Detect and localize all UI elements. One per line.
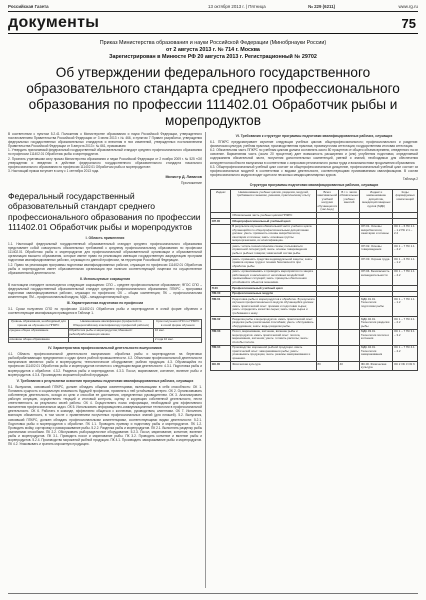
bottom-rule <box>8 593 418 594</box>
table-2-cell: ОК 1 – 6 ПК 1.1 – 1.2 ПК 2.1 – 2.2 <box>393 224 418 244</box>
issue-date: 13 октября 2013 г. | Пятница <box>208 4 266 9</box>
table-2-cell <box>316 244 338 257</box>
table-2-cell: ОК 1 – 7 ПК 2.1 – 2.2 <box>393 317 418 330</box>
issue-number: № 229 (6211) <box>308 4 336 9</box>
table-2-cell: Производство мороженой рыбной продукции. иметь практический опыт: замораживания рыбы; уметь: упаковывать продукцию; знать: режимы замораживания и хранения. <box>231 345 316 361</box>
column-divider <box>205 132 206 588</box>
table-1-header <box>9 319 202 328</box>
table-2-cell: ПМ.04 <box>211 345 231 361</box>
table-2-cell: ОП.03. Охрана труда <box>360 257 393 270</box>
intro-paragraph: В соответствии с пунктом 5.2.41 Положения о Министерстве образования и науки Российской Федерации, утвержденного постановлением Правительства Российской Федерации от 3 июня 2013 г. № 466, и пунктом 7 Правил разработки, утверждения федеральных государственных образовательных стандартов и внесения в них изменений, утвержденных постановлением Правительства Российской Федерации от 5 августа 2013 г. № 661, приказываю: <box>8 132 202 149</box>
table-2-cell <box>316 269 338 285</box>
section-6-text-1: 6.1. ППКРС предусматривает изучение следующих учебных циклов: общепрофессионального; профессионального и разделов: физическая культура; учебная практика; производственная практика; промежуточная аттестация; государственная итоговая аттестация. <box>210 140 418 149</box>
table-2-cell: 80 <box>316 362 338 371</box>
table-2-cell <box>338 297 359 317</box>
section-title: документы <box>8 14 100 31</box>
order-issuer: Приказ Министерства образования и науки Российской Федерации (Минобрнауки России) <box>99 40 327 46</box>
table-2-cell: В результате изучения обязательной части учебного цикла обучающийся по общепрофессиональным дисциплинам должен: уметь: применять основы микробиологии, санитарии и гигиены; знать: основные группы микроорганизмов, их классификацию. <box>231 224 316 244</box>
table-1-header-cell: Уровень образования, необходимый для приема на обучение по ППКРС <box>9 319 69 328</box>
table-2-cell: Подготовка рыбы и морепродуктов к обработке. В результате изучения профессионального модуля обучающийся должен: иметь практический опыт: приемки и подготовки сырья; уметь: определять качество сырья; знать: виды сырья и требования к нему. <box>232 296 315 315</box>
right-column <box>210 132 418 588</box>
table-2-header-cell: Индекс и наименование дисциплин, междисциплинарных курсов (МДК) <box>360 190 393 213</box>
table-2-cell: ПМ.02 <box>211 317 231 330</box>
table-2-header-cell: Коды формируемых компетенций <box>393 190 418 213</box>
table-2-cell: уметь: читать технологические схемы; пользоваться справочной литературой; знать: основы товароведения рыбы и рыбных товаров; химический состав рыбы. <box>231 244 316 257</box>
section-5-heading: V. Требования к результатам освоения программы подготовки квалифицированных рабочих, служащих <box>16 378 194 383</box>
table-2-cell: Посол, маринование, копчение, вяление рыбы и морепродуктов. иметь практический опыт: посола, маринования, копчения; уметь: готовить рассолы; знать: способы посола. <box>231 329 316 345</box>
table-1-row <box>9 337 202 343</box>
table-2-cell <box>211 269 231 285</box>
table-2-cell: Физическая культура <box>231 362 316 371</box>
table-2-row <box>211 244 418 257</box>
table-2-cell <box>338 317 359 330</box>
order-item-1: 1. Утвердить прилагаемый федеральный государственный образовательный стандарт среднего профессионального образования по профессии 111402.01 Обработчик рыбы и морепродуктов. <box>8 148 202 157</box>
table-2-cell: Разделка рыбы и морепродуктов. иметь практический опыт: разделки рыбы различными способами; уметь: обслуживать оборудование; знать: виды разделки рыбы. <box>231 317 316 330</box>
section-3-text: 3.1. Сроки получения СПО по профессии 111402.01 Обработчик рыбы и морепродуктов в очной форме обучения и соответствующие квалификации приводятся в Таблице 1. <box>8 307 202 316</box>
table-2-row <box>211 317 418 330</box>
order-header <box>40 40 386 61</box>
table-2-cell: Обязательная часть учебных циклов ППКРС <box>231 213 316 219</box>
table-2-cell: МДК.01.01. Технология подготовки рыбы <box>360 297 393 317</box>
table-2-cell <box>211 244 231 257</box>
table-2-cell: ОК 1 – 7 ПК 1.1 – 4.2 <box>393 244 418 257</box>
section-rule <box>8 33 418 34</box>
section-2-heading: II. Используемые сокращения <box>79 276 131 281</box>
table-2-row <box>211 297 418 317</box>
section-5-text: 5.1. Выпускник, освоивший ППКРС, должен обладать общими компетенциями, включающими в себя способность: ОК 1. Понимать сущность и социальную значимость будущей профессии, проявлять к ней устойчивый интерес. ОК 2. Организовывать собственную деятельность, исходя из цели и способов ее достижения, определенных руководителем. ОК 3. Анализировать рабочую ситуацию, осуществлять текущий и итоговый контроль, оценку и коррекцию собственной деятельности, нести ответственность за результаты своей работы. ОК 4. Осуществлять поиск информации, необходимой для эффективного выполнения профессиональных задач. ОК 5. Использовать информационно-коммуникационные технологии в профессиональной деятельности. ОК 6. Работать в команде, эффективно общаться с коллегами, руководством, клиентами. ОК 7. Исполнять воинскую обязанность, в том числе с применением полученных профессиональных знаний (для юношей). 5.2. Выпускник, освоивший ППКРС, должен обладать профессиональными компетенциями, соответствующими видам деятельности: 5.2.1. Подготовка рыбы и морепродуктов к обработке. ПК 1.1. Проводить приемку и подготовку рыбы и морепродуктов. ПК 1.2. Проводить мойку, сортировку и размораживание рыбы. 5.2.2. Разделка рыбы и морепродуктов. ПК 2.1. Выполнять разделку рыбы различными способами. ПК 2.2. Обслуживать рыборазделочное оборудование. 5.2.3. Посол, маринование, копчение, вяление рыбы и морепродуктов. ПК 3.1. Проводить посол и маринование рыбы. ПК 3.2. Проводить копчение и вяление рыбы и морепродуктов. 5.2.4. Производство мороженой рыбной продукции. ПК 4.1. Производить замораживание рыбы и морепродуктов. ПК 4.2. Упаковывать и хранить мороженую продукцию. <box>8 384 202 447</box>
table-1-cell: 2 года 10 мес. <box>154 337 202 343</box>
table-2-row <box>211 329 418 345</box>
section-3-heading: III. Характеристика подготовки по профессии <box>66 301 144 306</box>
table-2-header-cell: В т.ч. часов обязательных учебных занятий <box>338 190 359 213</box>
table-2-cell: ПМ.01 <box>211 297 231 317</box>
table-2-header-cell: Индекс <box>211 190 231 213</box>
table-1-cell: среднее общее образование <box>9 328 69 337</box>
table-2-cell <box>338 257 359 270</box>
table-1-cell <box>68 337 154 343</box>
table-2-cell: ФК.00 <box>211 362 231 371</box>
table-2-header-cell: Всего максимальной учебной нагрузки обучающегося (час./нед.) <box>317 189 338 212</box>
table-2-cell: ОК 2 ОК 3 ОК 6 <box>393 362 418 371</box>
table-2-cell <box>316 297 338 317</box>
table-2-cell <box>211 257 231 270</box>
appendix-label: Приложение <box>180 181 202 186</box>
table-2-cell: ОК 1 – 7 ПК 1.1 – 1.2 <box>393 297 418 317</box>
table-1-header-cell: Срок получения СПО по ППКРС в очной форме обучения <box>154 319 202 328</box>
headline: Об утверждении федерального государственного образовательного стандарта среднего профессионального образования по профессии 111402.01 Обработчик рыбы и морепродуктов <box>26 65 400 128</box>
left-column <box>8 132 202 588</box>
table-2-cell <box>338 224 359 244</box>
order-item-3: 3. Настоящий приказ вступает в силу с 1 сентября 2013 года. <box>8 168 100 173</box>
table-1-row <box>9 328 202 337</box>
section-1-heading: I. Область применения <box>85 235 125 240</box>
table-2-cell: ОК 1 – 7 ПК 3.1 – 3.2 <box>393 329 418 345</box>
table-2-header-cell: Наименование учебных циклов, разделов, модулей, требования к знаниям, умениям, практическому опыту <box>231 190 316 213</box>
table-2-cell: ОК 1 – 7 ПК 4.1 – 4.2 <box>393 345 418 361</box>
table-1-cell: основное общее образование <box>9 337 69 343</box>
section-4-text: 4.1. Область профессиональной деятельности выпускников: обработка рыбы и морепродуктов на береговых рыбообрабатывающих предприятиях и судах флота рыбной промышленности. 4.2. Объектами профессиональной деятельности выпускников являются: рыба и морепродукты; технологическое оборудование; рыбная продукция. 4.3. Обучающийся по профессии 111402.01 Обработчик рыбы и морепродуктов готовится к следующим видам деятельности: 4.3.1. Подготовка рыбы и морепродуктов к обработке. 4.3.2. Разделка рыбы и морепродуктов. 4.3.3. Посол, маринование, копчение, вяление рыбы и морепродуктов. 4.3.4. Производство мороженой рыбной продукции. <box>8 352 202 377</box>
order-date: от 2 августа 2013 г. № 714 г. Москва <box>166 47 260 53</box>
table-2 <box>210 189 418 371</box>
table-2-cell: ОП.02. Основы товароведения <box>360 244 393 257</box>
table-2-cell: ПМ.03 <box>211 329 231 345</box>
newspaper-name: Российская Газета <box>8 4 49 9</box>
table-2-cell: МДК.03.01. Технология посола и копчения <box>360 329 393 345</box>
table-2-cell <box>338 269 359 285</box>
table-2-cell: ФК.00. Физическая культура <box>360 362 393 371</box>
standard-title: Федеральный государственный образовательный стандарт среднего профессионального образования по профессии 111402.01 Обработчик рыбы и морепродуктов <box>8 191 201 232</box>
top-rule <box>8 11 418 12</box>
section-1-text-2: 1.2. Право на реализацию программы подготовки квалифицированных рабочих, служащих по профессии 111402.01 Обработчик рыбы и морепродуктов имеет образовательная организация при наличии соответствующей лицензии на осуществление образовательной деятельности. <box>8 262 202 275</box>
table-2-cell <box>338 244 359 257</box>
table-2-cell: П.00 <box>211 285 231 291</box>
table-2-cell: 40 <box>338 362 359 371</box>
table-2-body <box>211 213 418 371</box>
table-2-cell: ОП.01. Основы микробиологии, санитарии и гигиены <box>360 224 393 244</box>
table-2-cell: МДК.04.01. Технология замораживания <box>360 345 393 361</box>
section-6-heading: VI. Требования к структуре программы подготовки квалифицированных рабочих, служащих <box>235 134 393 138</box>
table-2-cell: уметь: применять средства индивидуальной защиты; знать: правила охраны труда и техники безопасности при обработке рыбы. <box>231 257 316 270</box>
table-2-cell: уметь: организовывать и проводить мероприятия по защите работающих и населения от негативных воздействий чрезвычайных ситуаций; знать: принципы обеспечения устойчивости объектов экономики. <box>231 269 316 285</box>
table-2-cell: Профессиональный учебный цикл <box>231 285 316 291</box>
table-2-cell <box>338 329 359 345</box>
table-2-row <box>211 345 418 361</box>
table-2-cell: ПМ.00 <box>211 291 231 297</box>
table-2-cell <box>211 224 231 244</box>
table-2-cell: ОК 1 – 6 ПК 1.1 – 1.2 <box>393 257 418 270</box>
table-2-cell: Общепрофессиональный учебный цикл <box>231 219 316 225</box>
table-2-cell: ОП.00 <box>211 219 231 225</box>
table-2-row <box>211 269 418 285</box>
page-number: 75 <box>401 16 416 31</box>
table-2-cell <box>316 257 338 270</box>
section-2-text: В настоящем стандарте используются следующие сокращения: СПО – среднее профессиональное образование; ФГОС СПО – федеральный государственный образовательный стандарт среднего профессионального образования; ППКРС – программа подготовки квалифицированных рабочих, служащих по профессии; ОК – общая компетенция; ПК – профессиональная компетенция; ПМ – профессиональный модуль; МДК – междисциплинарный курс. <box>8 282 202 300</box>
table-1-cell: Обработчик рыбы и морепродуктов; Машинист рыбообрабатывающих машин <box>68 328 154 337</box>
table-1-cell: 10 мес. <box>154 328 202 337</box>
table-2-cell <box>316 345 338 361</box>
website: www.rg.ru <box>398 4 418 9</box>
table-2-cell: ОК 1 – 7 ПК 1.1 – 4.2 <box>393 269 418 285</box>
table-2-label: Таблица 2 <box>402 176 418 181</box>
section-4-heading: IV. Характеристика профессиональной деятельности выпускников <box>48 346 162 351</box>
section-6-text-2: 6.2. Обязательная часть ППКРС по учебным циклам должна составлять около 80 процентов от общего объема времени, отведенного на их освоение. Вариативная часть (около 20 процентов) дает возможность расширения и (или) углубления подготовки, определяемой содержанием обязательной части, получения дополнительных компетенций, умений и знаний, необходимых для обеспечения конкурентоспособности выпускника в соответствии с запросами регионального рынка труда и возможностями продолжения образования. <box>210 148 418 165</box>
section-1-text: 1.1. Настоящий федеральный государственный образовательный стандарт среднего профессионального образования представляет собой совокупность обязательных требований к среднему профессиональному образованию по профессии 111402.01 Обработчик рыбы и морепродуктов для профессиональной образовательной организации и образовательной организации высшего образования, которые имеют право на реализацию имеющих государственную аккредитацию программ подготовки квалифицированных рабочих, служащих по данной профессии, на территории Российской Федерации. <box>8 242 202 263</box>
order-item-2: 2. Признать утратившим силу приказ Министерства образования и науки Российской Федерации от 2 ноября 2009 г. № 525 «Об утверждении и введении в действие федерального государственного образовательного стандарта начального профессионального образования по профессии 111402.01 Обработчик рыбы и морепродуктов». <box>8 156 202 169</box>
section-6-text-3: 6.3. Общепрофессиональный учебный цикл состоит из общепрофессиональных дисциплин, профессиональный учебный цикл состоит из профессиональных модулей в соответствии с видами деятельности, соответствующими присваиваемым квалификациям. В состав профессионального модуля входит один или несколько междисциплинарных курсов. <box>210 164 418 177</box>
table-2-row <box>211 257 418 270</box>
table-2-header <box>211 190 418 213</box>
table-1 <box>8 319 202 344</box>
table-2-row <box>211 362 418 371</box>
table-2-cell <box>338 345 359 361</box>
table-2-title: Структура программы подготовки квалифицированных рабочих, служащих <box>249 183 379 188</box>
table-2-cell <box>316 317 338 330</box>
table-2-cell: МДК.02.01. Технология разделки рыбы <box>360 317 393 330</box>
table-2-row <box>211 224 418 244</box>
table-2-cell <box>316 224 338 244</box>
table-2-cell: Профессиональные модули <box>231 291 316 297</box>
table-2-cell <box>316 329 338 345</box>
order-registration: Зарегистрирован в Минюсте РФ 20 августа 2013 г. Регистрационный № 29702 <box>109 54 317 60</box>
minister-signature: Министр Д. Ливанов <box>165 174 202 179</box>
table-1-header-cell: Наименование квалификации (профессий по Общероссийскому классификатору профессий рабочих) <box>68 319 154 328</box>
table-2-cell: ОП.04. Безопасность жизнедеятельности <box>360 269 393 285</box>
